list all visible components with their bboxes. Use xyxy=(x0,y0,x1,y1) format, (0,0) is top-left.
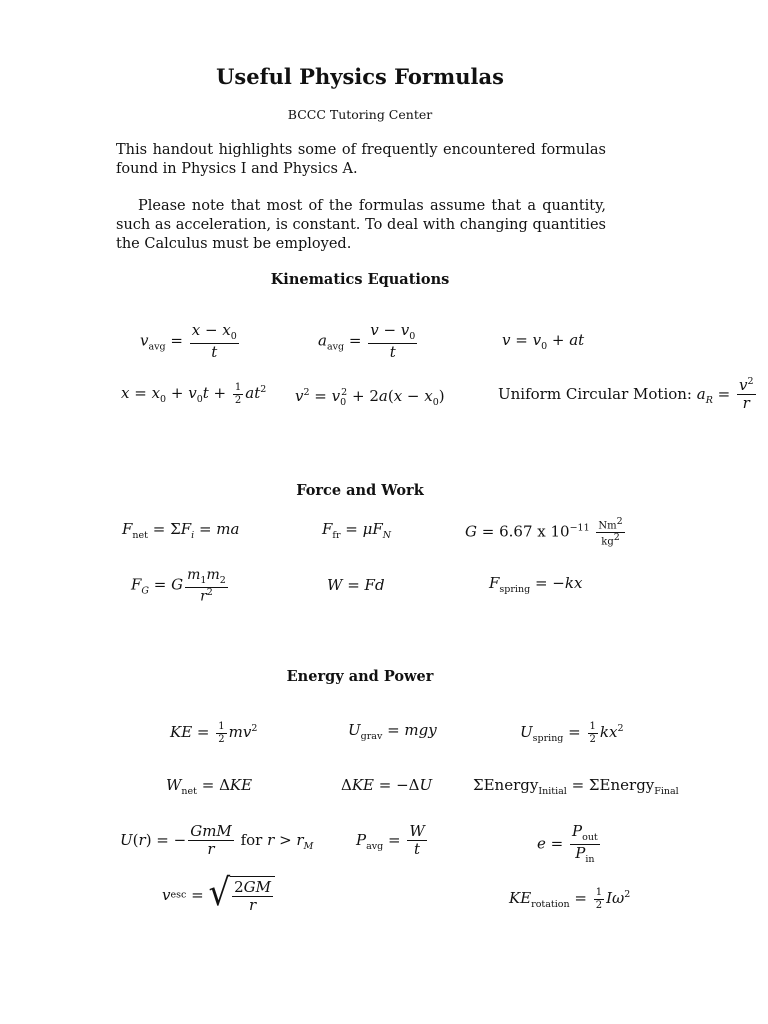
intro-paragraph: This handout highlights some of frequently encountered formulas found in Physics I and Physics A. xyxy=(116,142,606,177)
G-value: 6.67 x 10 xyxy=(499,522,570,541)
formula-gravitational-constant: G = 6.67 x $10^{-11}$ $\frac{Nm^2}{kg^2}$ xyxy=(465,516,623,548)
formula-grav-potential: $U_{grav}$ = mgy xyxy=(348,721,437,742)
section-heading-force-work: Force and Work xyxy=(296,482,424,499)
formula-net-force: $F_{net} = \Sigma F_i$ = ma xyxy=(122,520,240,541)
formula-spring-potential: $U_{spring}$ = $\frac{1}{2}$ $kx^2$ xyxy=(520,721,624,745)
formula-energy-conservation: ΔKE = −ΔU xyxy=(341,776,433,794)
formula-position: $x = x_0 + v_0t$ + $\frac{1}{2}$ $at^2$ xyxy=(121,382,267,406)
formula-gravitational-force: $F_G = G$ $\frac{m_1m_2}{r^2}$ xyxy=(131,567,226,605)
formula-v-squared: $v^2 = v_0^2 + 2a(x - x_0)$ xyxy=(295,387,445,408)
page-title: Useful Physics Formulas xyxy=(216,64,504,89)
formula-average-power: $P_{avg}$ = $\frac{W}{t}$ xyxy=(356,822,425,859)
formula-gravitational-potential: U(r) = − $\frac{\text{GmM}}{r}$ for $r > r_M$ xyxy=(120,822,314,859)
section-heading-kinematics: Kinematics Equations xyxy=(270,271,450,288)
formula-a-avg: $a_{avg}$ = $\frac{v - v_0}{t}$ xyxy=(318,321,416,361)
formula-rotational-ke: $KE_{rotation}$ = $\frac{1}{2}$ $I\omega^2$ xyxy=(509,887,631,911)
formula-efficiency: e = $\frac{P_{out}}{P_{in}}$ xyxy=(537,822,598,865)
formula-spring-force: $F_{spring} = -kx$ xyxy=(489,574,583,595)
formula-work: W = Fd xyxy=(327,576,385,594)
formula-velocity: $v = v_0$ + at xyxy=(502,331,585,352)
note-paragraph: Please note that most of the formulas assume that a quantity, such as acceleration, is constant. To deal with changing quantities the Calculus must be employed. xyxy=(116,198,606,252)
for-label: for xyxy=(240,830,263,849)
formula-escape-velocity: vesc = √ $\frac{2GM}{r}$ xyxy=(162,876,275,915)
formula-total-energy: ΣEnergy$_{Initial}$ = ΣEnergy$_{Final}$ xyxy=(473,776,679,797)
formula-work-energy: $W_{net} = \Delta KE$ xyxy=(166,776,253,797)
page-subtitle: BCCC Tutoring Center xyxy=(287,107,433,122)
formula-circular-motion: Uniform Circular Motion: $a_R$ = $\frac{v^2}{r}$ xyxy=(498,376,754,413)
section-heading-energy-power: Energy and Power xyxy=(286,668,434,685)
formula-v-avg: $v_{avg}$ = $\frac{x - x_0}{t}$ xyxy=(140,321,237,361)
formula-kinetic-energy: KE = $\frac{1}{2}$ $mv^2$ xyxy=(170,721,258,745)
circular-motion-label: Uniform Circular Motion: xyxy=(498,384,692,403)
formula-friction: $F_{fr} = \mu F_N$ xyxy=(322,520,392,541)
